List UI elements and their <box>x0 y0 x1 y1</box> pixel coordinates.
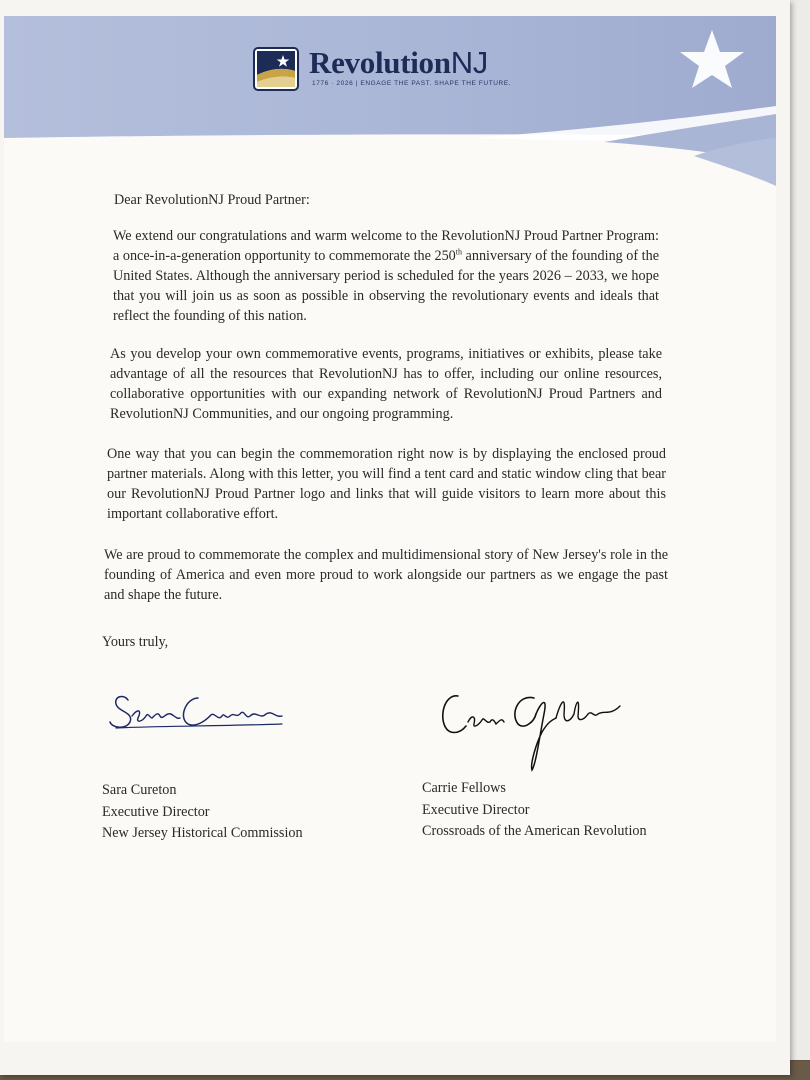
signature-sara-cureton <box>106 688 286 740</box>
logo-wordmark: RevolutionNJ <box>309 45 488 80</box>
signature-carrie-fellows <box>438 684 624 776</box>
signatory-organization: Crossroads of the American Revolution <box>422 823 647 839</box>
paragraph-1: We extend our congratulations and warm welcome to the RevolutionNJ Proud Partner Program: a once-in-a-generation opportunity to commemorate the 250th anniversary of the founding of the United States. Although the anniversary period is scheduled for the years 2026 – 2033, we hope that you will join us as soon as possible in observing the revolutionary events and ideals that reflect the founding of this nation. <box>113 228 659 324</box>
paragraph-2: As you develop your own commemorative events, programs, initiatives or exhibits, please take advantage of all the resources that RevolutionNJ has to offer, including our online resources, collaborative opportunities with our expanding network of RevolutionNJ Proud Partners and RevolutionNJ Communities, and our ongoing programming. <box>110 346 662 422</box>
paragraph-4: We are proud to commemorate the complex and multidimensional story of New Jersey's role in the founding of America and even more proud to work alongside our partners as we engage the past and shape the future. <box>104 547 668 603</box>
signatory-name: Sara Cureton <box>102 782 177 798</box>
signatory-carrie-fellows <box>422 778 647 843</box>
signatory-title: Executive Director <box>102 803 210 820</box>
letter-body <box>4 16 776 1042</box>
paragraph-3: One way that you can begin the commemoration right now is by displaying the enclosed proud partner materials. Along with this letter, you will find a tent card and static window cling that bear our RevolutionNJ Proud Partner logo and links that will guide visitors to learn more about this important collaborative effort. <box>107 446 666 522</box>
signatory-name: Carrie Fellows <box>422 780 506 796</box>
signatory-sara-cureton <box>102 780 303 845</box>
signatory-organization: New Jersey Historical Commission <box>102 825 303 841</box>
signatory-title: Executive Director <box>422 801 530 818</box>
logo-tagline: 1776 · 2026 | ENGAGE THE PAST. SHAPE THE FUTURE. <box>312 80 512 87</box>
salutation: Dear RevolutionNJ Proud Partner: <box>114 192 310 208</box>
closing: Yours truly, <box>102 634 169 650</box>
letterhead-sheet <box>4 16 776 1042</box>
